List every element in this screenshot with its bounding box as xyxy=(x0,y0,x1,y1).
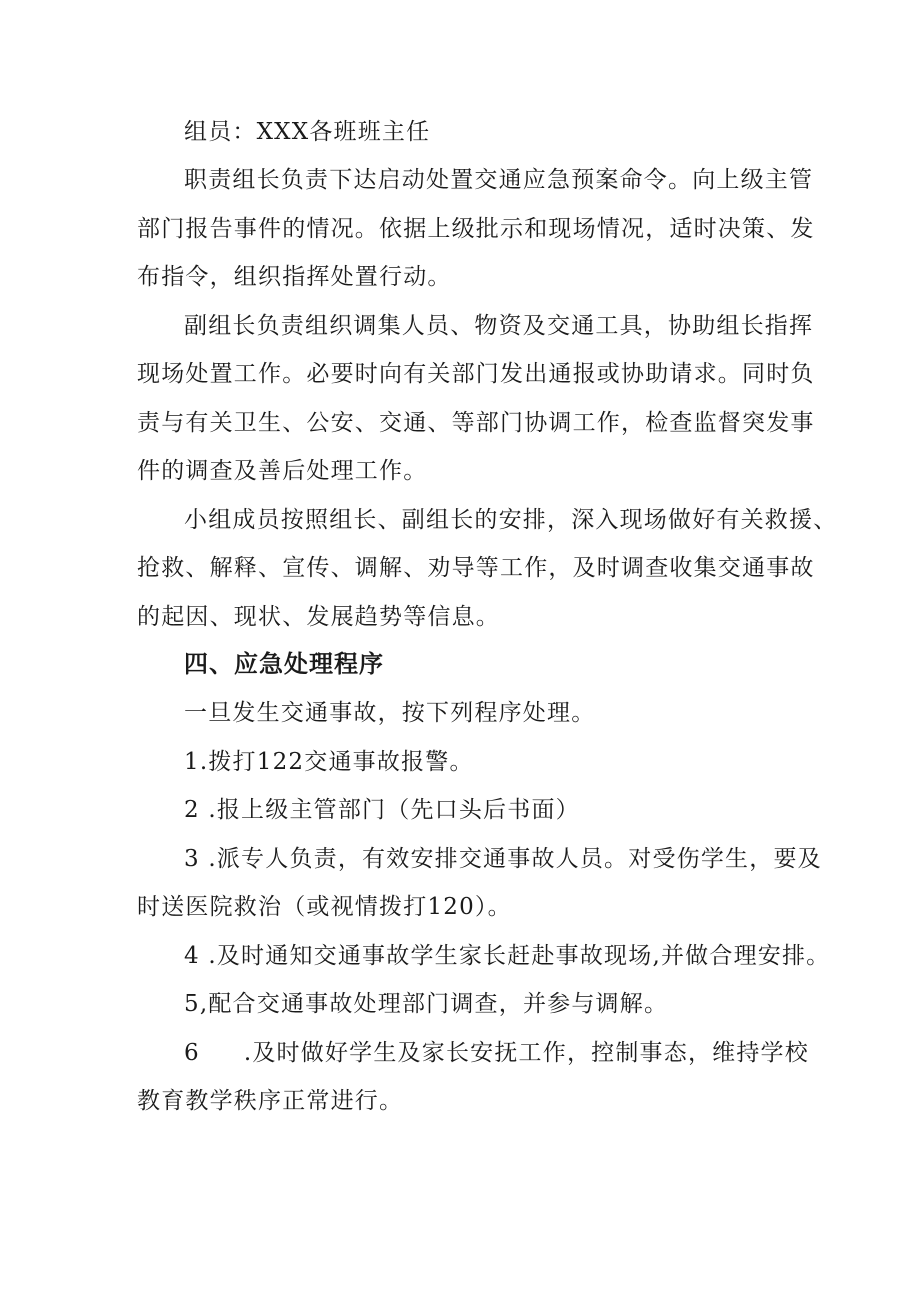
duty-deputy-line-1: 副组长负责组织调集人员、物资及交通工具，协助组长指挥 xyxy=(184,313,814,339)
duty-deputy-line-2: 现场处置工作。必要时向有关部门发出通报或协助请求。同时负 xyxy=(137,361,815,387)
members-line: 组员：XXX各班班主任 xyxy=(184,119,431,145)
duty-deputy-line-3: 责与有关卫生、公安、交通、等部门协调工作，检查监督突发事 xyxy=(137,410,815,436)
step-3-line-2: 时送医院救治（或视情拨打120）。 xyxy=(137,894,512,920)
step-6-text: .及时做好学生及家长安抚工作，控制事态，维持学校 xyxy=(243,1040,809,1066)
duty-leader-line-1: 职责组长负责下达启动处置交通应急预案命令。向上级主管 xyxy=(184,167,814,193)
duty-members-line-3: 的起因、现状、发展趋势等信息。 xyxy=(137,604,500,630)
step-6-line-2: 教育教学秩序正常进行。 xyxy=(137,1088,404,1114)
step-3-line-1: 3 .派专人负责，有效安排交通事故人员。对受伤学生，要及 xyxy=(184,846,822,872)
duty-leader-line-3: 布指令，组织指挥处置行动。 xyxy=(137,264,452,290)
step-2: 2 .报上级主管部门（先口头后书面） xyxy=(184,797,580,823)
step-5: 5,配合交通事故处理部门调查，并参与调解。 xyxy=(184,991,669,1017)
step-6-number: 6 xyxy=(184,1040,200,1066)
step-1: 1.拨打122交通事故报警。 xyxy=(184,749,474,775)
duty-members-line-1: 小组成员按照组长、副组长的安排，深入现场做好有关救援、 xyxy=(184,507,838,533)
step-6-line-1 xyxy=(184,1038,864,1068)
procedure-intro: 一旦发生交通事故，按下列程序处理。 xyxy=(184,700,596,726)
duty-leader-line-2: 部门报告事件的情况。依据上级批示和现场情况，适时决策、发 xyxy=(137,216,815,242)
step-4: 4 .及时通知交通事故学生家长赶赴事故现场,并做合理安排。 xyxy=(184,943,831,969)
duty-members-line-2: 抢救、解释、宣传、调解、劝导等工作，及时调查收集交通事故 xyxy=(137,555,815,581)
section-heading: 四、应急处理程序 xyxy=(184,650,384,678)
duty-deputy-line-4: 件的调查及善后处理工作。 xyxy=(137,458,428,484)
